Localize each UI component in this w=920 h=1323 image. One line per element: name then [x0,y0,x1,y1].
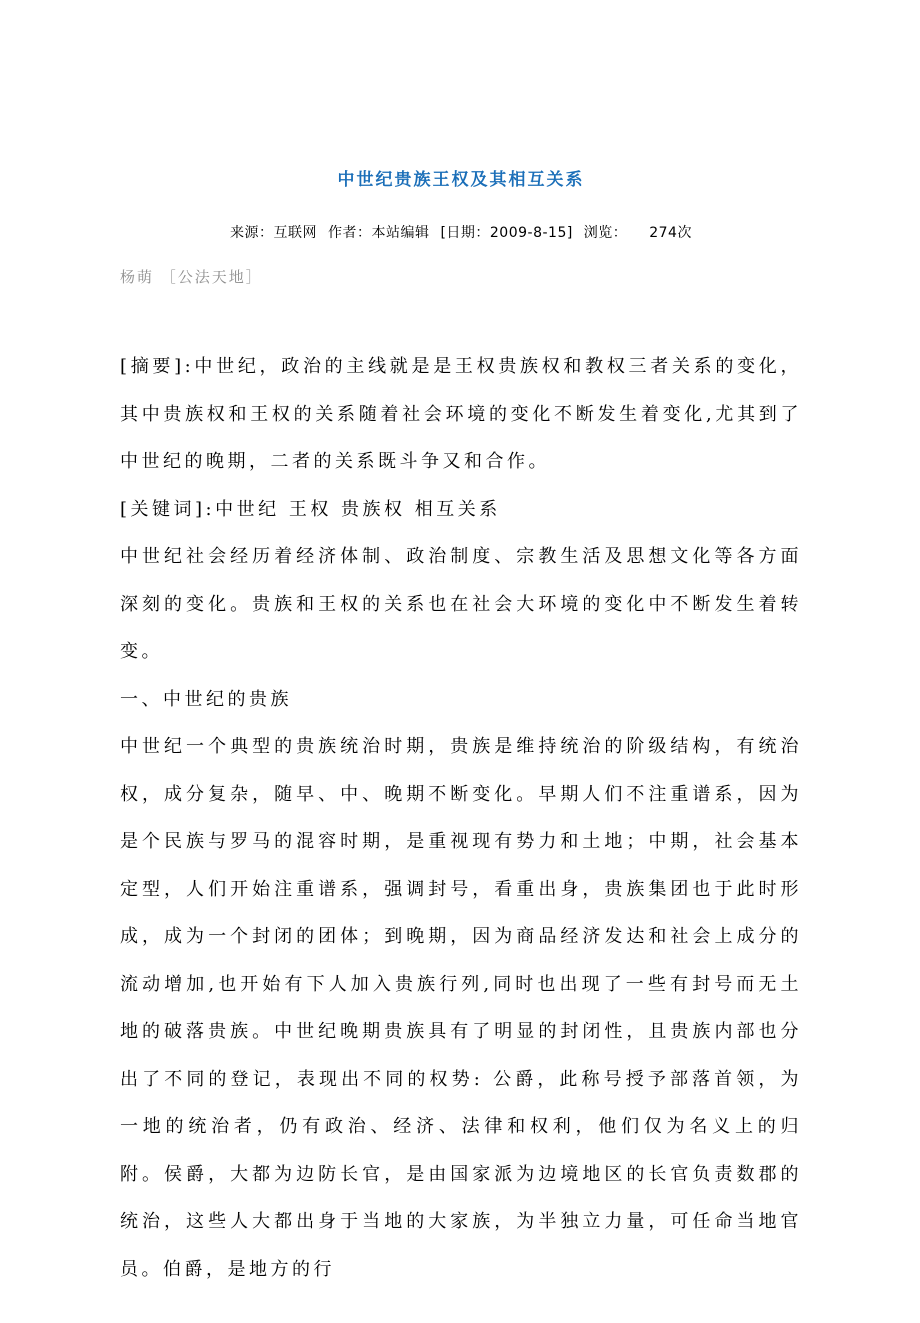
meta-date: [日期：2009-8-15] [440,225,573,241]
paragraph-section-1-body: 中世纪一个典型的贵族统治时期，贵族是维持统治的阶级结构，有统治权，成分复杂，随早、中、晚期不断变化。早期人们不注重谱系，因为是个民族与罗马的混容时期，是重视现有势力和土地；中期，社会基本定型，人们开始注重谱系，强调封号，看重出身，贵族集团也于此时形成，成为一个封闭的团体；到晚期，因为商品经济发达和社会上成分的流动增加,也开始有下人加入贵族行列,同时也出现了一些有封号而无土地的破落贵族。中世纪晚期贵族具有了明显的封闭性，且贵族内部也分出了不同的登记，表现出不同的权势: 公爵，此称号授予部落首领，为一地的统治者，仍有政治、经济、法律和权利，他们仅为名义上的归附。侯爵，大都为边防长官，是由国家派为边境地区的长官负责数郡的统治，这些人大都出身于当地的大家族，为半独立力量，可任命当地官员。伯爵，是地方的行 [120,736,802,1280]
meta-views-count: 274次 [649,225,692,241]
meta-author: 作者：本站编辑 [327,225,430,241]
paragraph-intro: 中世纪社会经历着经济体制、政治制度、宗教生活及思想文化等各方面深刻的变化。贵族和王权的关系也在社会大环境的变化中不断发生着转变。 [120,546,802,662]
article-byline: 杨萌 ［公法天地］ [120,268,263,286]
meta-source: 来源：互联网 [230,225,318,241]
article-body [120,343,802,1293]
paragraph-abstract: [摘要]:中世纪，政治的主线就是是王权贵族权和教权三者关系的变化，其中贵族权和王权的关系随着社会环境的变化不断发生着变化,尤其到了中世纪的晚期，二者的关系既斗争又和合作。 [120,356,802,472]
article-meta-line [120,222,802,242]
meta-views-label: 浏览： [583,225,628,241]
section-heading-1: 一、中世纪的贵族 [120,688,292,710]
page-title: 中世纪贵族王权及其相互关系 [337,170,585,190]
paragraph-keywords: [关键词]:中世纪 王权 贵族权 相互关系 [120,498,501,520]
